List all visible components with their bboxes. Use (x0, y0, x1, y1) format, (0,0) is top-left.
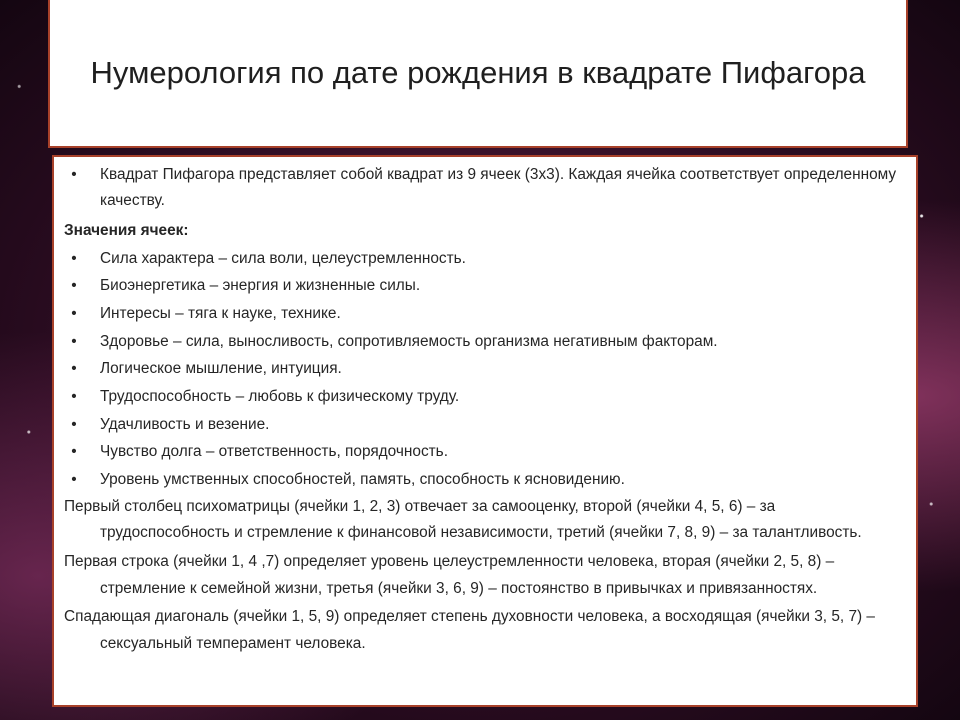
cell-text: Здоровье – сила, выносливость, сопротивляемость организма негативным факторам. (100, 332, 718, 350)
list-item (64, 300, 898, 328)
cell-text: Чувство долга – ответственность, порядочность. (100, 443, 448, 461)
list-item (64, 466, 898, 494)
bullet-icon: • (71, 415, 77, 433)
list-item (64, 438, 898, 466)
list-item (64, 383, 898, 411)
list-item (64, 328, 898, 356)
cell-text: Трудоспособность – любовь к физическому труду. (100, 388, 460, 406)
cell-text: Интересы – тяга к науке, технике. (100, 304, 341, 322)
list-item (64, 245, 898, 273)
bullet-icon: • (71, 471, 77, 489)
cells-heading: Значения ячеек: (64, 222, 189, 239)
cell-text: Логическое мышление, интуиция. (100, 360, 342, 378)
rows-paragraph: Первая строка (ячейки 1, 4 ,7) определяет уровень целеустремленности человека, вторая (ячейки 2, 5, 8) – стремление к семейной жизни, третья (ячейки 3, 6, 9) – постоянство в привычках и привязанностях. (64, 553, 835, 597)
bullet-icon: • (71, 304, 77, 322)
intro-item (64, 162, 898, 214)
content-box (52, 155, 918, 707)
cell-text: Уровень умственных способностей, память, способность к ясновидению. (100, 471, 625, 489)
list-item (64, 355, 898, 383)
bullet-icon: • (71, 388, 77, 406)
intro-list (64, 162, 898, 214)
bullet-icon: • (71, 249, 77, 267)
columns-paragraph: Первый столбец психоматрицы (ячейки 1, 2, 3) отвечает за самооценку, второй (ячейки 4, 5, 6) – за трудоспособность и стремление к финансовой независимости, третий (ячейки 7, 8, 9) – за талантливость. (64, 497, 862, 542)
title-box (48, 0, 908, 148)
cells-list (64, 245, 898, 494)
slide-title: Нумерология по дате рождения в квадрате Пифагора (90, 55, 866, 90)
bullet-icon: • (71, 277, 77, 295)
cell-text: Сила характера – сила воли, целеустремленность. (100, 249, 466, 267)
list-item (64, 411, 898, 439)
bullet-icon: • (71, 443, 77, 461)
cell-text: Удачливость и везение. (100, 415, 270, 433)
bullet-icon: • (71, 332, 77, 350)
diagonals-paragraph: Спадающая диагональ (ячейки 1, 5, 9) определяет степень духовности человека, а восходящая (ячейки 3, 5, 7) – сексуальный темперамент человека. (64, 608, 875, 652)
list-item (64, 272, 898, 300)
bullet-icon: • (71, 360, 77, 378)
intro-text: Квадрат Пифагора представляет собой квадрат из 9 ячеек (3х3). Каждая ячейка соответствует определенному качеству. (100, 166, 897, 209)
cell-text: Биоэнергетика – энергия и жизненные силы. (100, 277, 421, 295)
bullet-icon: • (71, 166, 77, 183)
